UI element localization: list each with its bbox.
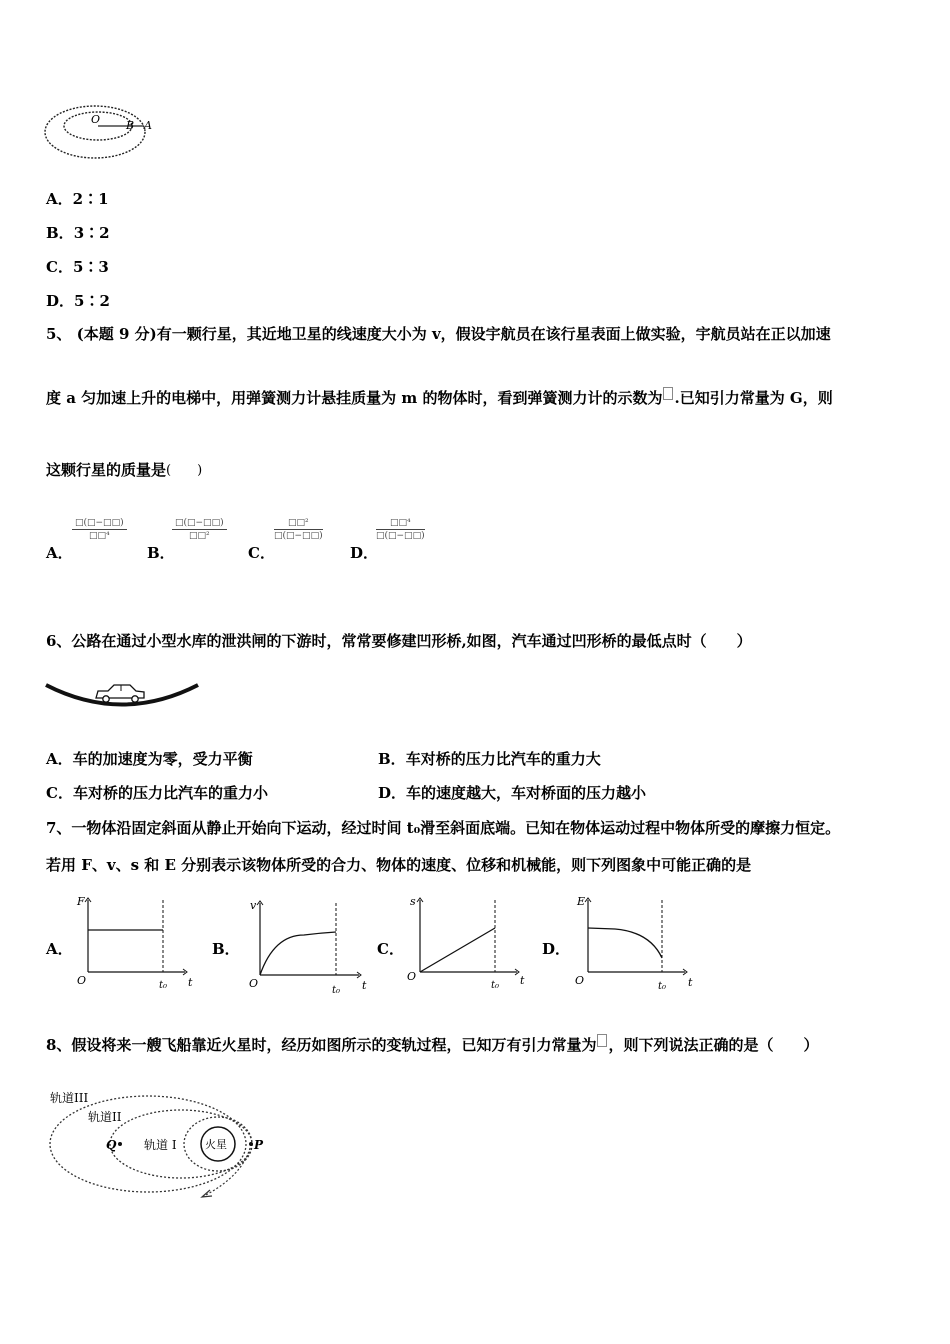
q7-graph-d xyxy=(570,892,700,992)
q5-option-c[interactable]: C． xyxy=(248,544,275,562)
q4-option-d[interactable]: D．5∶2 xyxy=(46,292,110,310)
q6-option-b[interactable]: B．车对桥的压力比汽车的重力大 xyxy=(378,750,601,768)
q4-option-c[interactable]: C．5∶3 xyxy=(46,258,109,276)
label-outer: A xyxy=(144,119,152,132)
svg-text:轨道 I: 轨道 I xyxy=(144,1138,177,1152)
q5-option-c-formula: □□² □(□−□□) xyxy=(274,518,323,541)
svg-text:t: t xyxy=(688,976,693,989)
svg-text:t₀: t₀ xyxy=(159,980,168,991)
q7-stem-line2: 若用 F、v、s 和 E 分别表示该物体所受的合力、物体的速度、位移和机械能，则下列图象中可能正确的是 xyxy=(46,856,752,874)
svg-text:E: E xyxy=(577,895,586,908)
svg-text:t₀: t₀ xyxy=(658,981,667,992)
arrow-icon xyxy=(202,1190,212,1197)
svg-text:O: O xyxy=(575,974,585,987)
q5-stem-line2: 度 a 匀加速上升的电梯中，用弹簧测力计悬挂质量为 m 的物体时，看到弹簧测力计的示数为 .已知引力常量为 G，则 xyxy=(46,389,833,407)
svg-text:F: F xyxy=(77,895,85,908)
label-center: O xyxy=(91,113,101,126)
svg-text:s: s xyxy=(410,895,416,908)
svg-text:t₀: t₀ xyxy=(332,985,341,996)
q7-option-a[interactable]: A． xyxy=(46,940,73,958)
svg-text:P: P xyxy=(254,1138,264,1152)
q6-option-d[interactable]: D．车的速度越大，车对桥面的压力越小 xyxy=(378,784,647,802)
svg-text:火星: 火星 xyxy=(205,1138,227,1151)
q6-option-c[interactable]: C．车对桥的压力比汽车的重力小 xyxy=(46,784,268,802)
svg-text:O: O xyxy=(77,974,87,987)
placeholder-box-icon xyxy=(663,387,673,400)
q7-graph-b xyxy=(244,895,374,997)
q5-option-b[interactable]: B． xyxy=(147,544,175,562)
curve-e xyxy=(588,928,662,958)
placeholder-box-icon xyxy=(597,1034,607,1047)
q6-stem: 6、公路在通过小型水库的泄洪闸的下游时，常常要修建凹形桥,如图，汽车通过凹形桥的最低点时（ ） xyxy=(46,632,752,650)
label-inner: B xyxy=(126,119,135,132)
q4-option-b[interactable]: B．3∶2 xyxy=(46,224,110,242)
svg-text:t: t xyxy=(362,979,367,992)
q5-option-d[interactable]: D． xyxy=(350,544,379,562)
q7-graph-c xyxy=(402,892,532,992)
svg-text:轨道III: 轨道III xyxy=(50,1091,89,1105)
svg-text:t₀: t₀ xyxy=(491,980,500,991)
q7-option-d[interactable]: D． xyxy=(542,940,571,958)
svg-text:t: t xyxy=(520,974,525,987)
q5-option-b-formula: □(□−□□) □□² xyxy=(172,518,227,541)
svg-text:轨道II: 轨道II xyxy=(88,1110,122,1124)
curve-s xyxy=(420,928,495,972)
svg-text:t: t xyxy=(188,976,193,989)
q7-stem-line1: 7、一物体沿固定斜面从静止开始向下运动，经过时间 t₀滑至斜面底端。已知在物体运动过程中物体所受的摩擦力恒定。 xyxy=(46,819,841,837)
q8-orbit-figure xyxy=(44,1086,284,1204)
q5-option-d-formula: □□⁴ □(□−□□) xyxy=(376,518,425,541)
q7-option-c[interactable]: C． xyxy=(377,940,404,958)
q5-stem-line1: 5、 (本题 9 分)有一颗行星，其近地卫星的线速度大小为 v，假设宇航员在该行星表面上做实验，宇航员站在正以加速 xyxy=(46,325,831,343)
q4-orbit-figure xyxy=(40,104,160,160)
q6-option-a[interactable]: A．车的加速度为零，受力平衡 xyxy=(46,750,253,768)
q4-option-a[interactable]: A．2∶1 xyxy=(46,190,109,208)
svg-text:O: O xyxy=(249,977,259,990)
q6-bridge-figure xyxy=(44,676,200,712)
svg-text:v: v xyxy=(250,899,257,912)
curve-v xyxy=(260,932,336,975)
q8-stem: 8、假设将来一艘飞船靠近火星时，经历如图所示的变轨过程，已知万有引力常量为 ，则下列说法正确的是（ ） xyxy=(46,1036,819,1054)
car-icon xyxy=(96,685,144,702)
q5-option-a-formula: □(□−□□) □□⁴ xyxy=(72,518,127,541)
q5-option-a[interactable]: A． xyxy=(46,544,73,562)
q7-option-b[interactable]: B． xyxy=(212,940,240,958)
q7-graph-a xyxy=(70,892,200,992)
svg-text:O: O xyxy=(407,970,417,983)
svg-text:Q: Q xyxy=(106,1138,117,1152)
q5-stem-line3: 这颗行星的质量是( ) xyxy=(46,461,203,479)
